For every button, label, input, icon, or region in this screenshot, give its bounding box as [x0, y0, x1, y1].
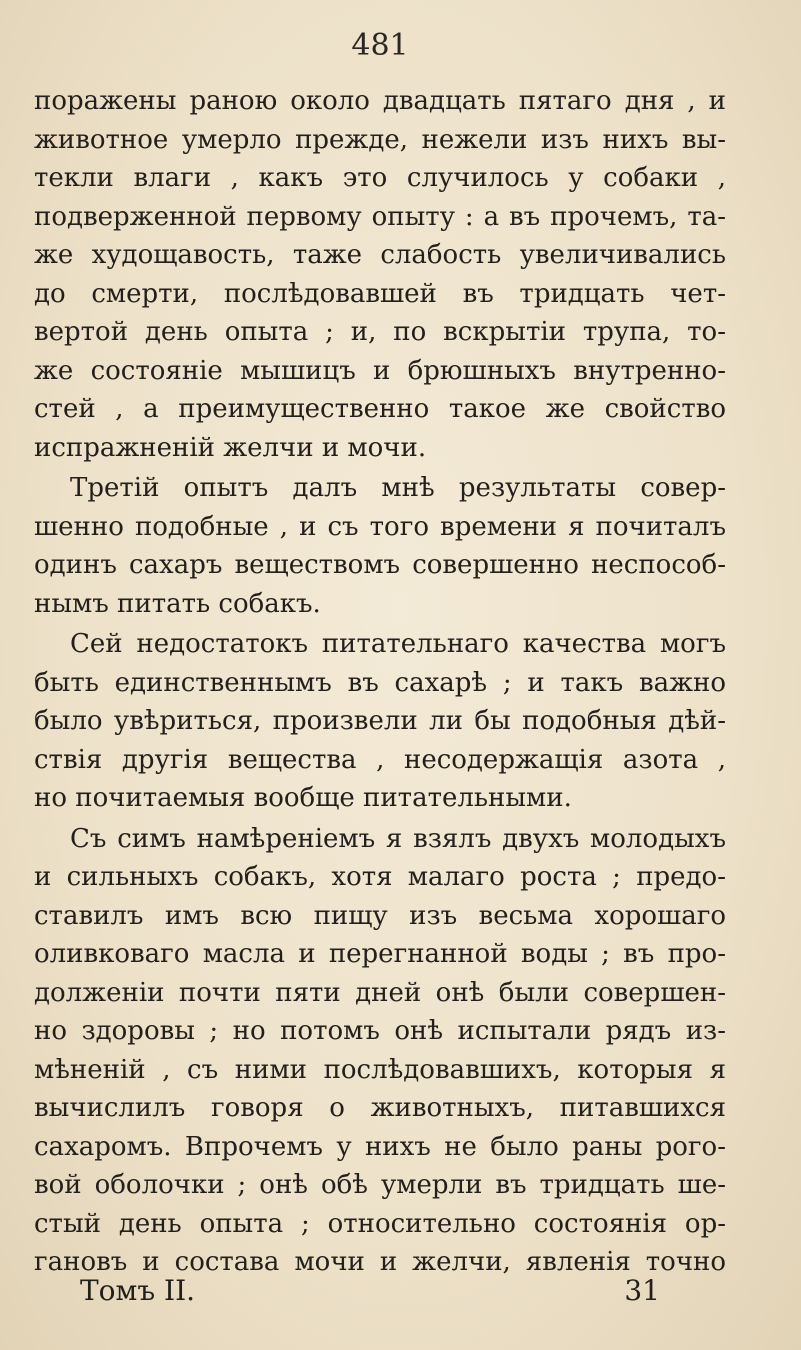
text-line: оливковаго масла и перегнанной воды ; въ про-: [34, 939, 726, 969]
text-line: нымъ питать собакъ.: [34, 588, 321, 619]
text-line: быть единственнымъ въ сахарѣ ; и такъ важно: [34, 667, 726, 698]
page-number: 481: [351, 28, 409, 63]
text-line: ствія другія вещества , несодержащія азота ,: [34, 744, 726, 775]
text-line: вой оболочки ; онѣ обѣ умерли въ тридцать ше-: [34, 1170, 726, 1200]
text-line: вычислилъ говоря о животныхъ, питавшихся: [34, 1093, 726, 1123]
text-line: до смерти, послѣдовавшей въ тридцать чет-: [34, 278, 726, 309]
text-line: же состояніе мышицъ и брюшныхъ внутренно-: [34, 355, 726, 386]
volume-label: Томъ II.: [80, 1274, 196, 1307]
text-line: но здоровы ; но потомъ онѣ испытали рядъ из-: [34, 1016, 726, 1046]
text-line: подверженной первому опыту : а въ прочемъ, та-: [34, 201, 726, 232]
body-text: [34, 82, 726, 1282]
text-line: одинъ сахаръ веществомъ совершенно неспособ-: [34, 550, 726, 580]
text-line: животное умерло прежде, нежели изъ нихъ вы-: [34, 124, 726, 155]
text-line: ставилъ имъ всю пищу изъ весьма хорошаго: [34, 900, 726, 931]
signature-mark: 31: [624, 1274, 660, 1307]
text-line: вертой день опыта ; и, по вскрытіи трупа, то-: [34, 317, 726, 347]
page-footer: [80, 1274, 660, 1314]
text-line: Третій опытъ далъ мнѣ результаты совер-: [70, 473, 726, 503]
text-line: же худощавость, таже слабость увеличивались: [34, 240, 726, 270]
text-line: Съ симъ намѣреніемъ я взялъ двухъ молодыхъ: [70, 823, 726, 854]
text-line: стей , а преимущественно такое же свойство: [34, 394, 726, 424]
text-line: текли влаги , какъ это случилось у собаки ,: [34, 163, 726, 193]
text-line: сахаромъ. Впрочемъ у нихъ не было раны рого-: [34, 1131, 726, 1162]
text-line: испражненій желчи и мочи.: [34, 432, 427, 463]
text-line: было увѣриться, произвели ли бы подобныя дѣй-: [34, 706, 726, 736]
text-line: стый день опыта ; относительно состоянія ор-: [34, 1208, 726, 1239]
text-line: шенно подобные , и съ того времени я почиталъ: [34, 511, 726, 542]
text-line: и сильныхъ собакъ, хотя малаго роста ; предо-: [34, 862, 726, 892]
text-line: долженіи почти пяти дней онѣ были совершен-: [34, 977, 726, 1008]
text-line: гановъ и состава мочи и желчи, явленія точно: [34, 1247, 726, 1277]
text-line: но почитаемыя вообще питательными.: [34, 783, 572, 813]
text-line: поражены раною около двадцать пятаго дня , и: [34, 86, 726, 116]
text-line: мѣненій , съ ними послѣдовавшихъ, которыя я: [34, 1054, 726, 1085]
text-line: Сей недостатокъ питательнаго качества могъ: [70, 629, 726, 659]
